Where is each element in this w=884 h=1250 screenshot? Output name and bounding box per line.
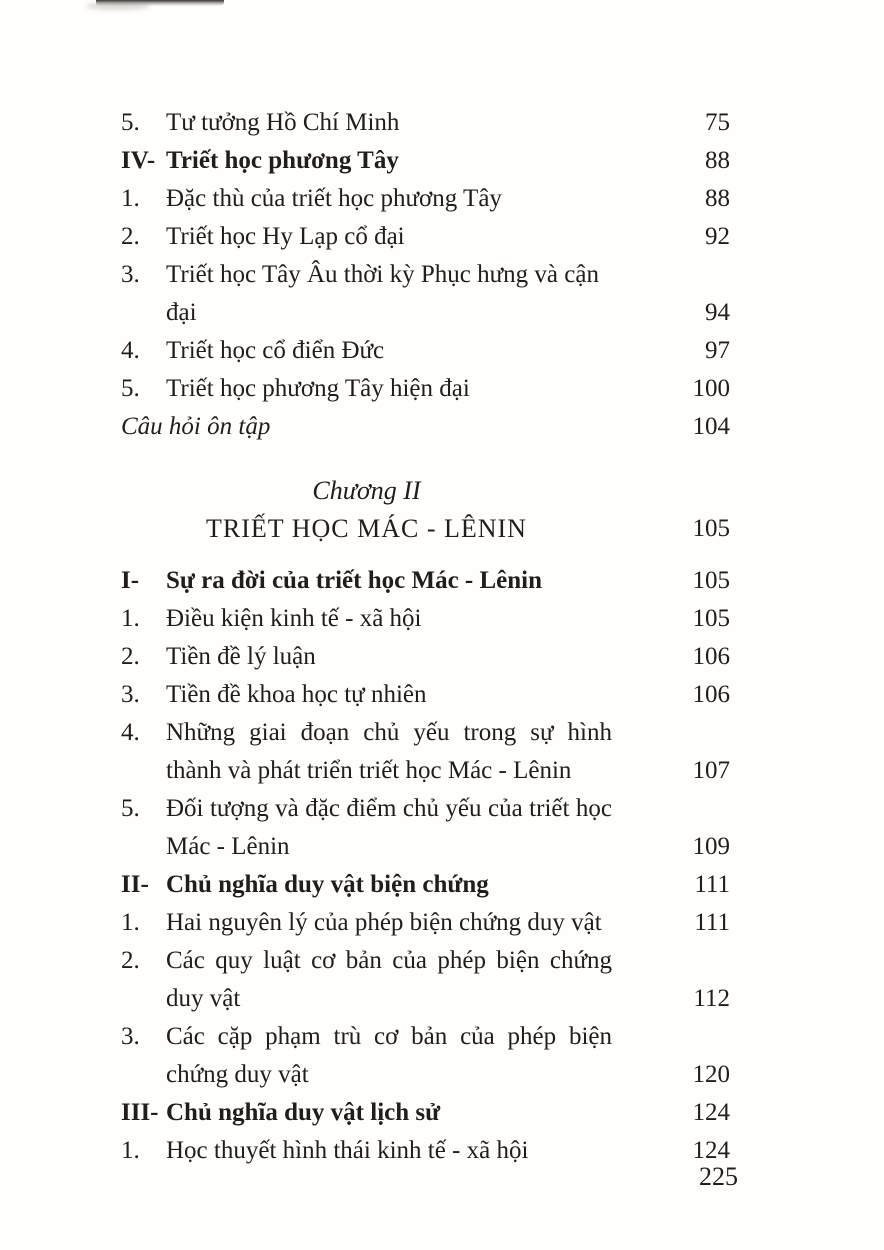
entry-page-number: 75 [705,109,730,136]
entry-title: Triết học Tây Âu thời kỳ Phục hưng và cận đại [166,261,599,326]
entry-marker: I- [121,567,140,594]
entry-title: Đặc thù của triết học phương Tây [166,185,502,212]
chapter-title: TRIẾT HỌC MÁC - LÊNIN [206,514,527,543]
entry-marker: 3. [121,681,140,708]
toc-entry [121,1018,730,1094]
entry-marker: III- [121,1099,159,1126]
toc-entry [121,600,730,638]
entry-title-line: duy vật [166,985,241,1012]
entry-title: Triết học cổ điển Đức [166,337,385,364]
entry-page-number: 94 [705,299,730,326]
entry-page-number: 111 [694,909,730,936]
chapter-title-row [121,510,730,548]
entry-page-number: 100 [692,375,730,402]
entry-title-line: Các cặp phạm trù cơ bản của phép biện [166,1023,612,1050]
scan-smudge [86,2,150,10]
toc-entry [121,332,730,370]
toc-entry [121,866,730,904]
entry-page-number: 106 [692,681,730,708]
entry-marker: 1. [121,909,140,936]
toc-entry [121,1132,730,1170]
toc-entry [121,218,730,256]
entry-title [166,1018,612,1094]
entry-page-number: 105 [692,605,730,632]
entry-page-number: 120 [692,1061,730,1088]
toc-entry [121,562,730,600]
entry-page-number: 105 [692,567,730,594]
entry-title: Chủ nghĩa duy vật biện chứng [166,871,489,898]
entry-page-number: 88 [705,147,730,174]
entry-title-line: Những giai đoạn chủ yếu trong sự hình [166,719,612,746]
entry-page-number: 105 [692,515,730,542]
entry-marker: 1. [121,1137,140,1164]
entry-marker: 4. [121,337,140,364]
entry-title: Tiền đề khoa học tự nhiên [166,681,427,708]
entry-page-number: 109 [692,833,730,860]
entry-page-number: 124 [692,1099,730,1126]
entry-title: Điều kiện kinh tế - xã hội [166,605,422,632]
toc-entry [121,942,730,1018]
entry-title: Triết học phương Tây hiện đại [166,375,470,402]
entry-page-number: 88 [705,185,730,212]
toc-entry [121,370,730,408]
entry-title-line: thành và phát triển triết học Mác - Lênin [166,757,572,784]
entry-marker: 1. [121,185,140,212]
entry-marker: 5. [121,375,140,402]
entry-title [166,714,612,790]
entry-title [166,942,612,1018]
page-number-folio: 225 [699,1162,738,1191]
entry-page-number: 104 [692,413,730,440]
entry-page-number: 111 [694,871,730,898]
entry-marker: 2. [121,643,140,670]
entry-marker: 1. [121,605,140,632]
toc-entry [121,180,730,218]
entry-page-number: 107 [692,757,730,784]
entry-page-number: 112 [693,985,730,1012]
toc-entry [121,408,730,446]
entry-title: Chủ nghĩa duy vật lịch sử [166,1099,441,1126]
entry-marker: 3. [121,1023,140,1050]
toc-entry [121,142,730,180]
entry-marker: 2. [121,947,140,974]
entry-page-number: 106 [692,643,730,670]
toc-entry [121,790,730,866]
entry-title: Câu hỏi ôn tập [121,413,271,440]
entry-page-number: 124 [692,1137,730,1164]
entry-marker: 4. [121,719,140,746]
entry-marker: 5. [121,109,140,136]
entry-title: Triết học Hy Lạp cổ đại [166,223,405,250]
entry-page-number: 92 [705,223,730,250]
toc-entry [121,904,730,942]
entry-marker: 5. [121,795,140,822]
entry-title: Sự ra đời của triết học Mác - Lênin [166,567,543,594]
toc-entry [121,256,730,332]
entry-marker: II- [121,871,149,898]
toc-entry [121,714,730,790]
entry-title [166,790,612,866]
entry-marker: 3. [121,261,140,288]
chapter-kicker-row [121,472,730,510]
toc-entry [121,104,730,142]
entry-page-number: 97 [705,337,730,364]
entry-title-line: chứng duy vật [166,1061,309,1088]
entry-title: Tư tưởng Hồ Chí Minh [166,109,400,136]
entry-title: Học thuyết hình thái kinh tế - xã hội [166,1137,529,1164]
entry-marker: 2. [121,223,140,250]
chapter-kicker: Chương II [312,476,421,505]
entry-title-line: Các quy luật cơ bản của phép biện chứng [166,947,612,974]
entry-title-line: Mác - Lênin [166,833,290,860]
table-of-contents [121,104,730,1170]
entry-marker: IV- [121,147,156,174]
entry-title-line: Đối tượng và đặc điểm chủ yếu của triết học [166,795,612,822]
entry-title: Hai nguyên lý của phép biện chứng duy vật [166,909,602,936]
entry-title: Tiền đề lý luận [166,643,316,670]
toc-entry [121,638,730,676]
entry-title: Triết học phương Tây [166,147,399,174]
toc-entry [121,1094,730,1132]
toc-entry [121,676,730,714]
